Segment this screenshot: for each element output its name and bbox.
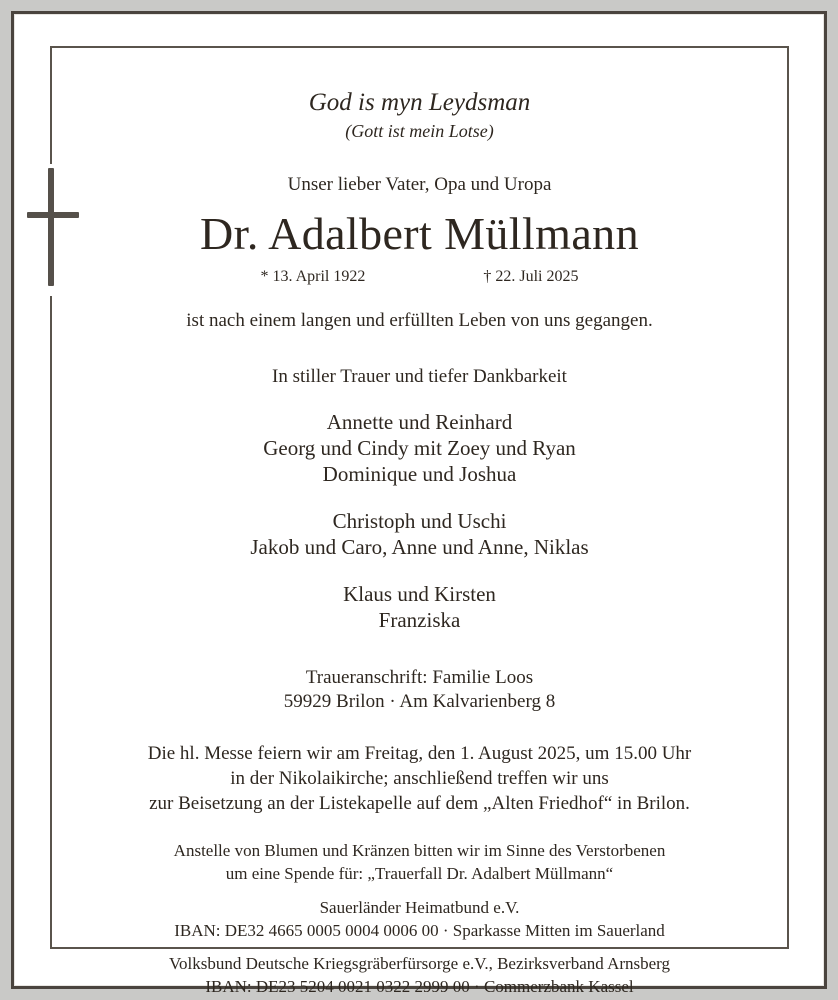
- donation-line-1: Anstelle von Blumen und Kränzen bitten wir im Sinne des Verstorbenen: [173, 841, 666, 861]
- mourning-address: [78, 666, 761, 715]
- family-line: Dominique und Joshua: [322, 461, 517, 486]
- service-line-2: in der Nikolaikirche; anschließend treffen wir uns: [230, 767, 609, 789]
- donation-org-1: Sauerländer Heimatbund e.V.: [319, 898, 520, 918]
- family-line: Georg und Cindy mit Zoey und Ryan: [263, 436, 576, 460]
- family-group-3: [78, 582, 761, 633]
- family-group-1: [78, 410, 761, 487]
- birth-date: * 13. April 1922: [260, 268, 366, 286]
- mourning-intro: In stiller Trauer und tiefer Dankbarkeit: [272, 366, 567, 388]
- address-line-1: Traueranschrift: Familie Loos: [305, 666, 534, 688]
- donation-iban-1: IBAN: DE32 4665 0005 0004 0006 00 · Sparkasse Mitten im Sauerland: [174, 920, 665, 940]
- donation-line-2: um eine Spende für: „Trauerfall Dr. Adalbert Müllmann“: [225, 863, 614, 883]
- family-line: Klaus und Kirsten: [343, 582, 496, 607]
- donation-iban-2: IBAN: DE23 5204 0021 0322 2999 00 · Commerzbank Kassel: [205, 976, 634, 996]
- donation-org-2: Volksbund Deutsche Kriegsgräberfürsorge e.V., Bezirksverband Arnsberg: [168, 953, 671, 973]
- family-group-2: [78, 509, 761, 560]
- service-line-3: zur Beisetzung an der Listekapelle auf dem „Alten Friedhof“ in Brilon.: [149, 792, 690, 814]
- family-line: Jakob und Caro, Anne und Anne, Niklas: [250, 534, 589, 559]
- passing-line: ist nach einem langen und erfüllten Leben von uns gegangen.: [186, 310, 653, 332]
- life-dates: [78, 268, 761, 286]
- family-line: Annette und Reinhard: [326, 410, 513, 435]
- intro-line: Unser lieber Vater, Opa und Uropa: [287, 174, 552, 196]
- notice-content: [52, 48, 787, 996]
- motto-original: God is myn Leydsman: [308, 89, 531, 116]
- donation-request: [78, 840, 761, 885]
- motto-translation: (Gott ist mein Lotse): [345, 120, 494, 141]
- service-details: [78, 742, 761, 816]
- bank-details: [78, 897, 761, 998]
- deceased-name: Dr. Adalbert Müllmann: [200, 208, 639, 260]
- inner-rule-right: [787, 46, 789, 949]
- family-line: Franziska: [378, 608, 461, 633]
- service-line-1: Die hl. Messe feiern wir am Freitag, den 1. August 2025, um 15.00 Uhr: [147, 743, 692, 765]
- family-line: Christoph und Uschi: [332, 509, 507, 534]
- death-date: † 22. Juli 2025: [483, 268, 579, 286]
- address-line-2: 59929 Brilon · Am Kalvarienberg 8: [283, 690, 556, 712]
